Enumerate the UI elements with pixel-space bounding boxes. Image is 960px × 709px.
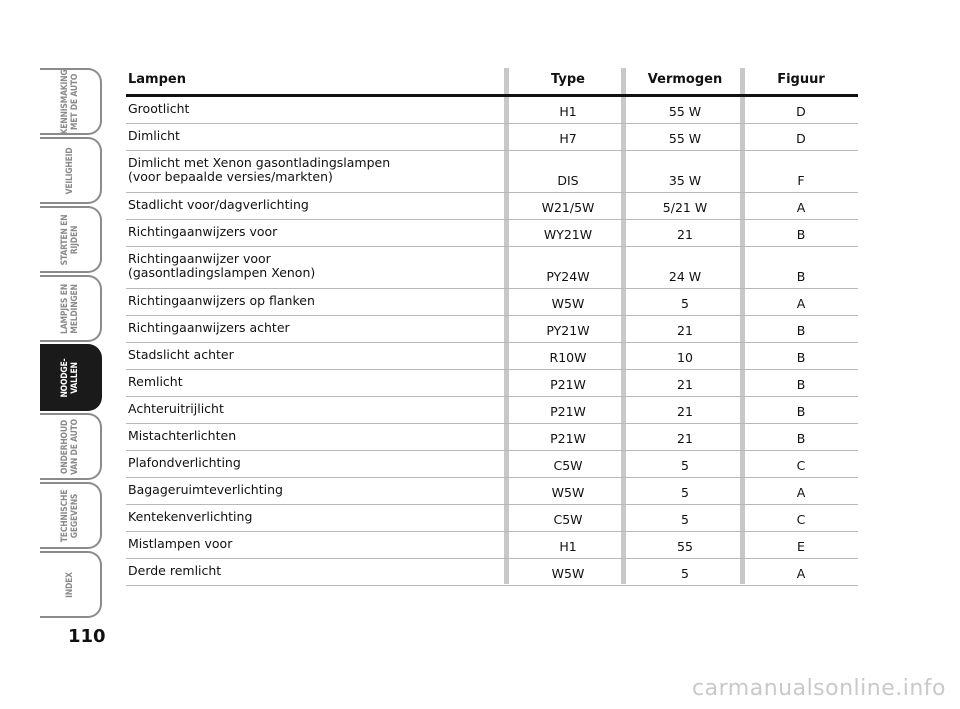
- type-cell: W5W: [551, 296, 585, 311]
- lamp-cell: Dimlicht met Xenon gasontladingslampen (voor bepaalde versies/markten): [128, 155, 391, 184]
- table-row: [126, 343, 858, 370]
- table-row: [126, 478, 858, 505]
- figure-cell: B: [796, 227, 806, 242]
- figure-cell: B: [796, 323, 806, 338]
- section-tabs: [40, 68, 106, 620]
- page-number: 110: [68, 626, 106, 647]
- lamp-cell: Dimlicht: [128, 128, 180, 143]
- table-row: [126, 151, 858, 193]
- lamp-cell: Derde remlicht: [128, 563, 222, 578]
- power-cell: 35 W: [668, 173, 702, 188]
- figure-cell: D: [796, 104, 806, 119]
- lamp-cell: Achteruitrijlicht: [128, 401, 224, 416]
- table-row: [126, 451, 858, 478]
- figure-cell: B: [796, 269, 806, 284]
- section-tab-label: KENNISMAKING MET DE AUTO: [60, 69, 80, 134]
- type-cell: W5W: [551, 485, 585, 500]
- power-cell: 10: [677, 350, 693, 365]
- lamp-cell: Richtingaanwijzer voor (gasontladingslampen Xenon): [128, 251, 316, 280]
- power-cell: 21: [677, 431, 693, 446]
- lamp-cell: Plafondverlichting: [128, 455, 241, 470]
- figure-cell: C: [796, 458, 806, 473]
- type-cell: R10W: [549, 350, 587, 365]
- type-cell: DIS: [557, 173, 579, 188]
- table-header: [126, 68, 858, 97]
- lamp-cell: Richtingaanwijzers voor: [128, 224, 278, 239]
- type-cell: P21W: [550, 431, 586, 446]
- figure-cell: B: [796, 350, 806, 365]
- table-body: [126, 97, 858, 586]
- lamp-cell: Mistlampen voor: [128, 536, 233, 551]
- power-cell: 5: [681, 296, 689, 311]
- table-row: [126, 316, 858, 343]
- table-row: [126, 220, 858, 247]
- section-tab-label: INDEX: [65, 571, 75, 598]
- table-row: [126, 397, 858, 424]
- lamp-cell: Mistachterlichten: [128, 428, 237, 443]
- power-cell: 21: [677, 227, 693, 242]
- section-tab-label: ONDERHOUD VAN DE AUTO: [60, 418, 80, 475]
- table-row: [126, 505, 858, 532]
- type-cell: PY21W: [546, 323, 590, 338]
- type-cell: WY21W: [543, 227, 593, 242]
- header-lamp: Lampen: [128, 72, 186, 87]
- power-cell: 5: [681, 512, 689, 527]
- table-row: [126, 124, 858, 151]
- power-cell: 21: [677, 404, 693, 419]
- power-cell: 21: [677, 377, 693, 392]
- power-cell: 24 W: [668, 269, 702, 284]
- power-cell: 5: [681, 566, 689, 581]
- type-cell: P21W: [550, 404, 586, 419]
- type-cell: P21W: [550, 377, 586, 392]
- header-type: Type: [551, 72, 585, 87]
- header-figure: Figuur: [777, 72, 825, 87]
- figure-cell: B: [796, 431, 806, 446]
- section-tab[interactable]: [40, 551, 102, 618]
- table-row: [126, 532, 858, 559]
- lamp-cell: Bagageruimteverlichting: [128, 482, 283, 497]
- section-tab-label: TECHNISCHE GEGEVENS: [60, 489, 80, 542]
- type-cell: W21/5W: [541, 200, 595, 215]
- type-cell: C5W: [553, 458, 583, 473]
- figure-cell: D: [796, 131, 806, 146]
- figure-cell: A: [796, 296, 806, 311]
- lamp-cell: Richtingaanwijzers achter: [128, 320, 290, 335]
- figure-cell: C: [796, 512, 806, 527]
- table-row: [126, 193, 858, 220]
- type-cell: W5W: [551, 566, 585, 581]
- section-tab[interactable]: [40, 413, 102, 480]
- section-tab[interactable]: [40, 206, 102, 273]
- lamp-cell: Stadslicht achter: [128, 347, 234, 362]
- type-cell: PY24W: [546, 269, 590, 284]
- section-tab-label: VEILIGHEID: [65, 147, 75, 194]
- figure-cell: A: [796, 200, 806, 215]
- type-cell: H1: [559, 539, 577, 554]
- section-tab[interactable]: [40, 275, 102, 342]
- section-tab-label: NOODGE- VALLEN: [60, 357, 80, 398]
- lamp-cell: Grootlicht: [128, 101, 190, 116]
- header-power: Vermogen: [647, 72, 723, 87]
- section-tab[interactable]: [40, 482, 102, 549]
- figure-cell: B: [796, 377, 806, 392]
- figure-cell: A: [796, 485, 806, 500]
- section-tab-label: LAMPJES EN MELDINGEN: [60, 283, 80, 334]
- watermark: carmanualsonline.info: [692, 676, 946, 701]
- lamp-cell: Stadlicht voor/dagverlichting: [128, 197, 309, 212]
- figure-cell: E: [797, 539, 805, 554]
- power-cell: 5/21 W: [662, 200, 708, 215]
- table-row: [126, 370, 858, 397]
- figure-cell: F: [797, 173, 805, 188]
- bulb-table: [126, 68, 858, 586]
- table-row: [126, 247, 858, 289]
- type-cell: H7: [559, 131, 577, 146]
- table-row: [126, 424, 858, 451]
- lamp-cell: Remlicht: [128, 374, 183, 389]
- lamp-cell: Kentekenverlichting: [128, 509, 253, 524]
- type-cell: C5W: [553, 512, 583, 527]
- figure-cell: B: [796, 404, 806, 419]
- section-tab[interactable]: [40, 68, 102, 135]
- figure-cell: A: [796, 566, 806, 581]
- type-cell: H1: [559, 104, 577, 119]
- section-tab[interactable]: [40, 137, 102, 204]
- power-cell: 21: [677, 323, 693, 338]
- section-tab[interactable]: [40, 344, 102, 411]
- table-row: [126, 289, 858, 316]
- lamp-cell: Richtingaanwijzers op flanken: [128, 293, 315, 308]
- table-row: [126, 97, 858, 124]
- power-cell: 5: [681, 458, 689, 473]
- power-cell: 55 W: [668, 104, 702, 119]
- power-cell: 5: [681, 485, 689, 500]
- power-cell: 55: [677, 539, 693, 554]
- power-cell: 55 W: [668, 131, 702, 146]
- section-tab-label: STARTEN EN RIJDEN: [60, 214, 80, 265]
- table-row: [126, 559, 858, 586]
